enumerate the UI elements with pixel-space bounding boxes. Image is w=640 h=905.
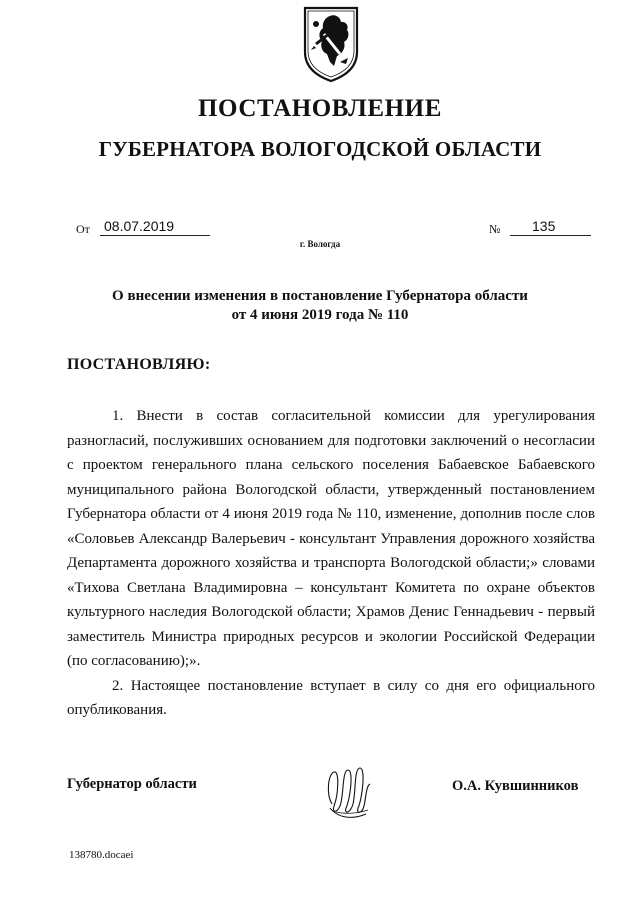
- signatory-position: Губернатор области: [67, 776, 197, 792]
- document-file-id: 138780.docaei: [69, 849, 134, 861]
- date-value: 08.07.2019: [100, 217, 210, 236]
- document-body: [67, 404, 595, 723]
- date-label: От: [76, 222, 90, 236]
- paragraph-1: 1. Внести в состав согласительной комиссии для урегулирования разногласий, послуживших основанием для подготовки заключений о несогласии с проектом генерального плана сельского поселения Бабаевское Бабаевского муниципального района Вологодской области, утвержденный постановлением Губернатора области от 4 июня 2019 года № 110, изменение, дополнив после слов «Соловьев Александр Валерьевич - консультант Управления дорожного хозяйства Департамента дорожного хозяйства и транспорта Вологодской области;» словами «Тихова Светлана Владимировна – консультант Комитета по охране объектов культурного наследия Вологодской области; Храмов Денис Геннадьевич - первый заместитель Министра природных ресурсов и экологии Российской Федерации (по согласованию);».: [67, 408, 595, 669]
- paragraph-2: 2. Настоящее постановление вступает в силу со дня его официального опубликования.: [67, 677, 595, 718]
- coat-of-arms-icon: [300, 4, 362, 84]
- handwritten-signature-icon: [322, 760, 378, 822]
- decree-word: ПОСТАНОВЛЯЮ:: [67, 356, 211, 373]
- document-subtitle: ГУБЕРНАТОРА ВОЛОГОДСКОЙ ОБЛАСТИ: [98, 137, 542, 161]
- subject-line-1: О внесении изменения в постановление Губернатора области: [112, 288, 528, 304]
- city: г. Вологда: [299, 239, 341, 249]
- number-value: 135: [510, 217, 591, 236]
- number-label: №: [489, 222, 501, 236]
- document-title: ПОСТАНОВЛЕНИЕ: [197, 95, 443, 122]
- document-subject: [80, 287, 560, 325]
- subject-line-2: от 4 июня 2019 года № 110: [231, 307, 409, 323]
- signatory-name: О.А. Кувшинников: [452, 778, 579, 794]
